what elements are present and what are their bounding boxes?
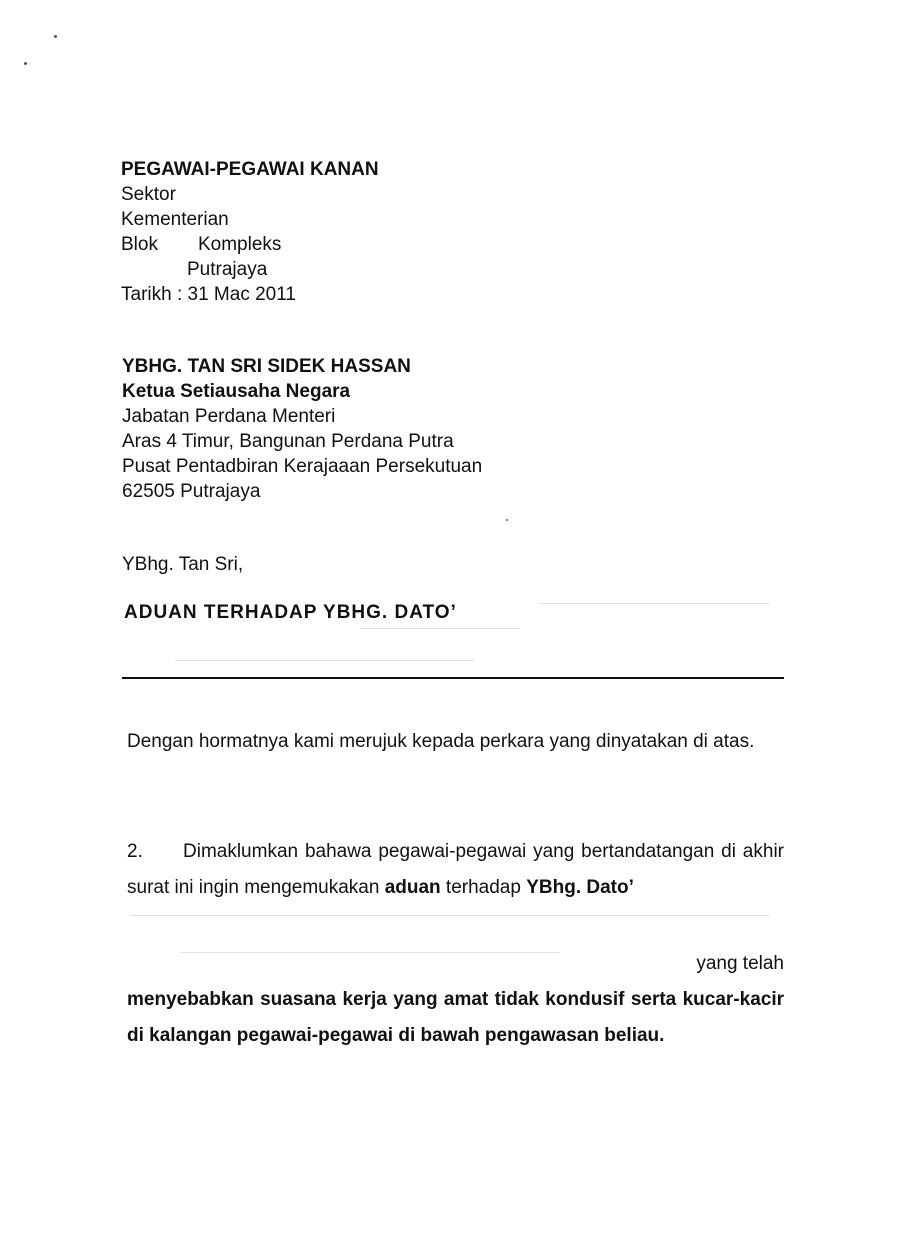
redacted-area [175, 660, 475, 661]
scan-speck [54, 35, 57, 38]
recipient-name: YBHG. TAN SRI SIDEK HASSAN [122, 356, 411, 377]
scan-speck [506, 519, 508, 521]
paragraph-2-bold-statement: menyebabkan suasana kerja yang amat tidak kondusif serta kucar-kacir di kalangan pegawai-pegawai di bawah pengawasan beliau. [127, 989, 784, 1046]
recipient-address-1: Jabatan Perdana Menteri [122, 406, 336, 427]
sender-city: Putrajaya [187, 259, 268, 280]
paragraph-1: Dengan hormatnya kami merujuk kepada perkara yang dinyatakan di atas. [127, 731, 755, 752]
recipient-address-4: 62505 Putrajaya [122, 481, 261, 502]
paragraph-2 [127, 834, 784, 906]
paragraph-2-text-a: Dimaklumkan bahawa pegawai-pegawai yang bertandatangan di akhir surat ini ingin mengemukakan [127, 841, 784, 898]
salutation: YBhg. Tan Sri, [122, 554, 244, 575]
sender-complex-label: Kompleks [197, 234, 282, 255]
scan-speck [24, 62, 27, 65]
sender-block [121, 233, 281, 257]
sender-ministry: Kementerian [121, 209, 229, 230]
subject-heading: ADUAN TERHADAP YBHG. DATO’ [124, 602, 457, 623]
recipient-position: Ketua Setiausaha Negara [122, 381, 351, 402]
sender-sector: Sektor [121, 184, 176, 205]
sender-title: PEGAWAI-PEGAWAI KANAN [121, 159, 379, 180]
paragraph-2-tail: yang telah [696, 953, 784, 974]
redacted-area [540, 603, 770, 604]
paragraph-2-number: 2. [127, 841, 143, 862]
redacted-area [130, 915, 770, 916]
subject-underline [122, 677, 784, 679]
recipient-address-3: Pusat Pentadbiran Kerajaaan Persekutuan [122, 456, 483, 477]
recipient-address-2: Aras 4 Timur, Bangunan Perdana Putra [122, 431, 454, 452]
sender-block-label: Blok [121, 234, 158, 255]
paragraph-2-text-b: terhadap [440, 877, 527, 898]
letter-date: Tarikh : 31 Mac 2011 [121, 284, 296, 305]
paragraph-2-bold-complaint: aduan [384, 877, 441, 898]
redacted-area [360, 628, 520, 629]
paragraph-2-bold-dato: YBhg. Dato’ [526, 877, 634, 898]
